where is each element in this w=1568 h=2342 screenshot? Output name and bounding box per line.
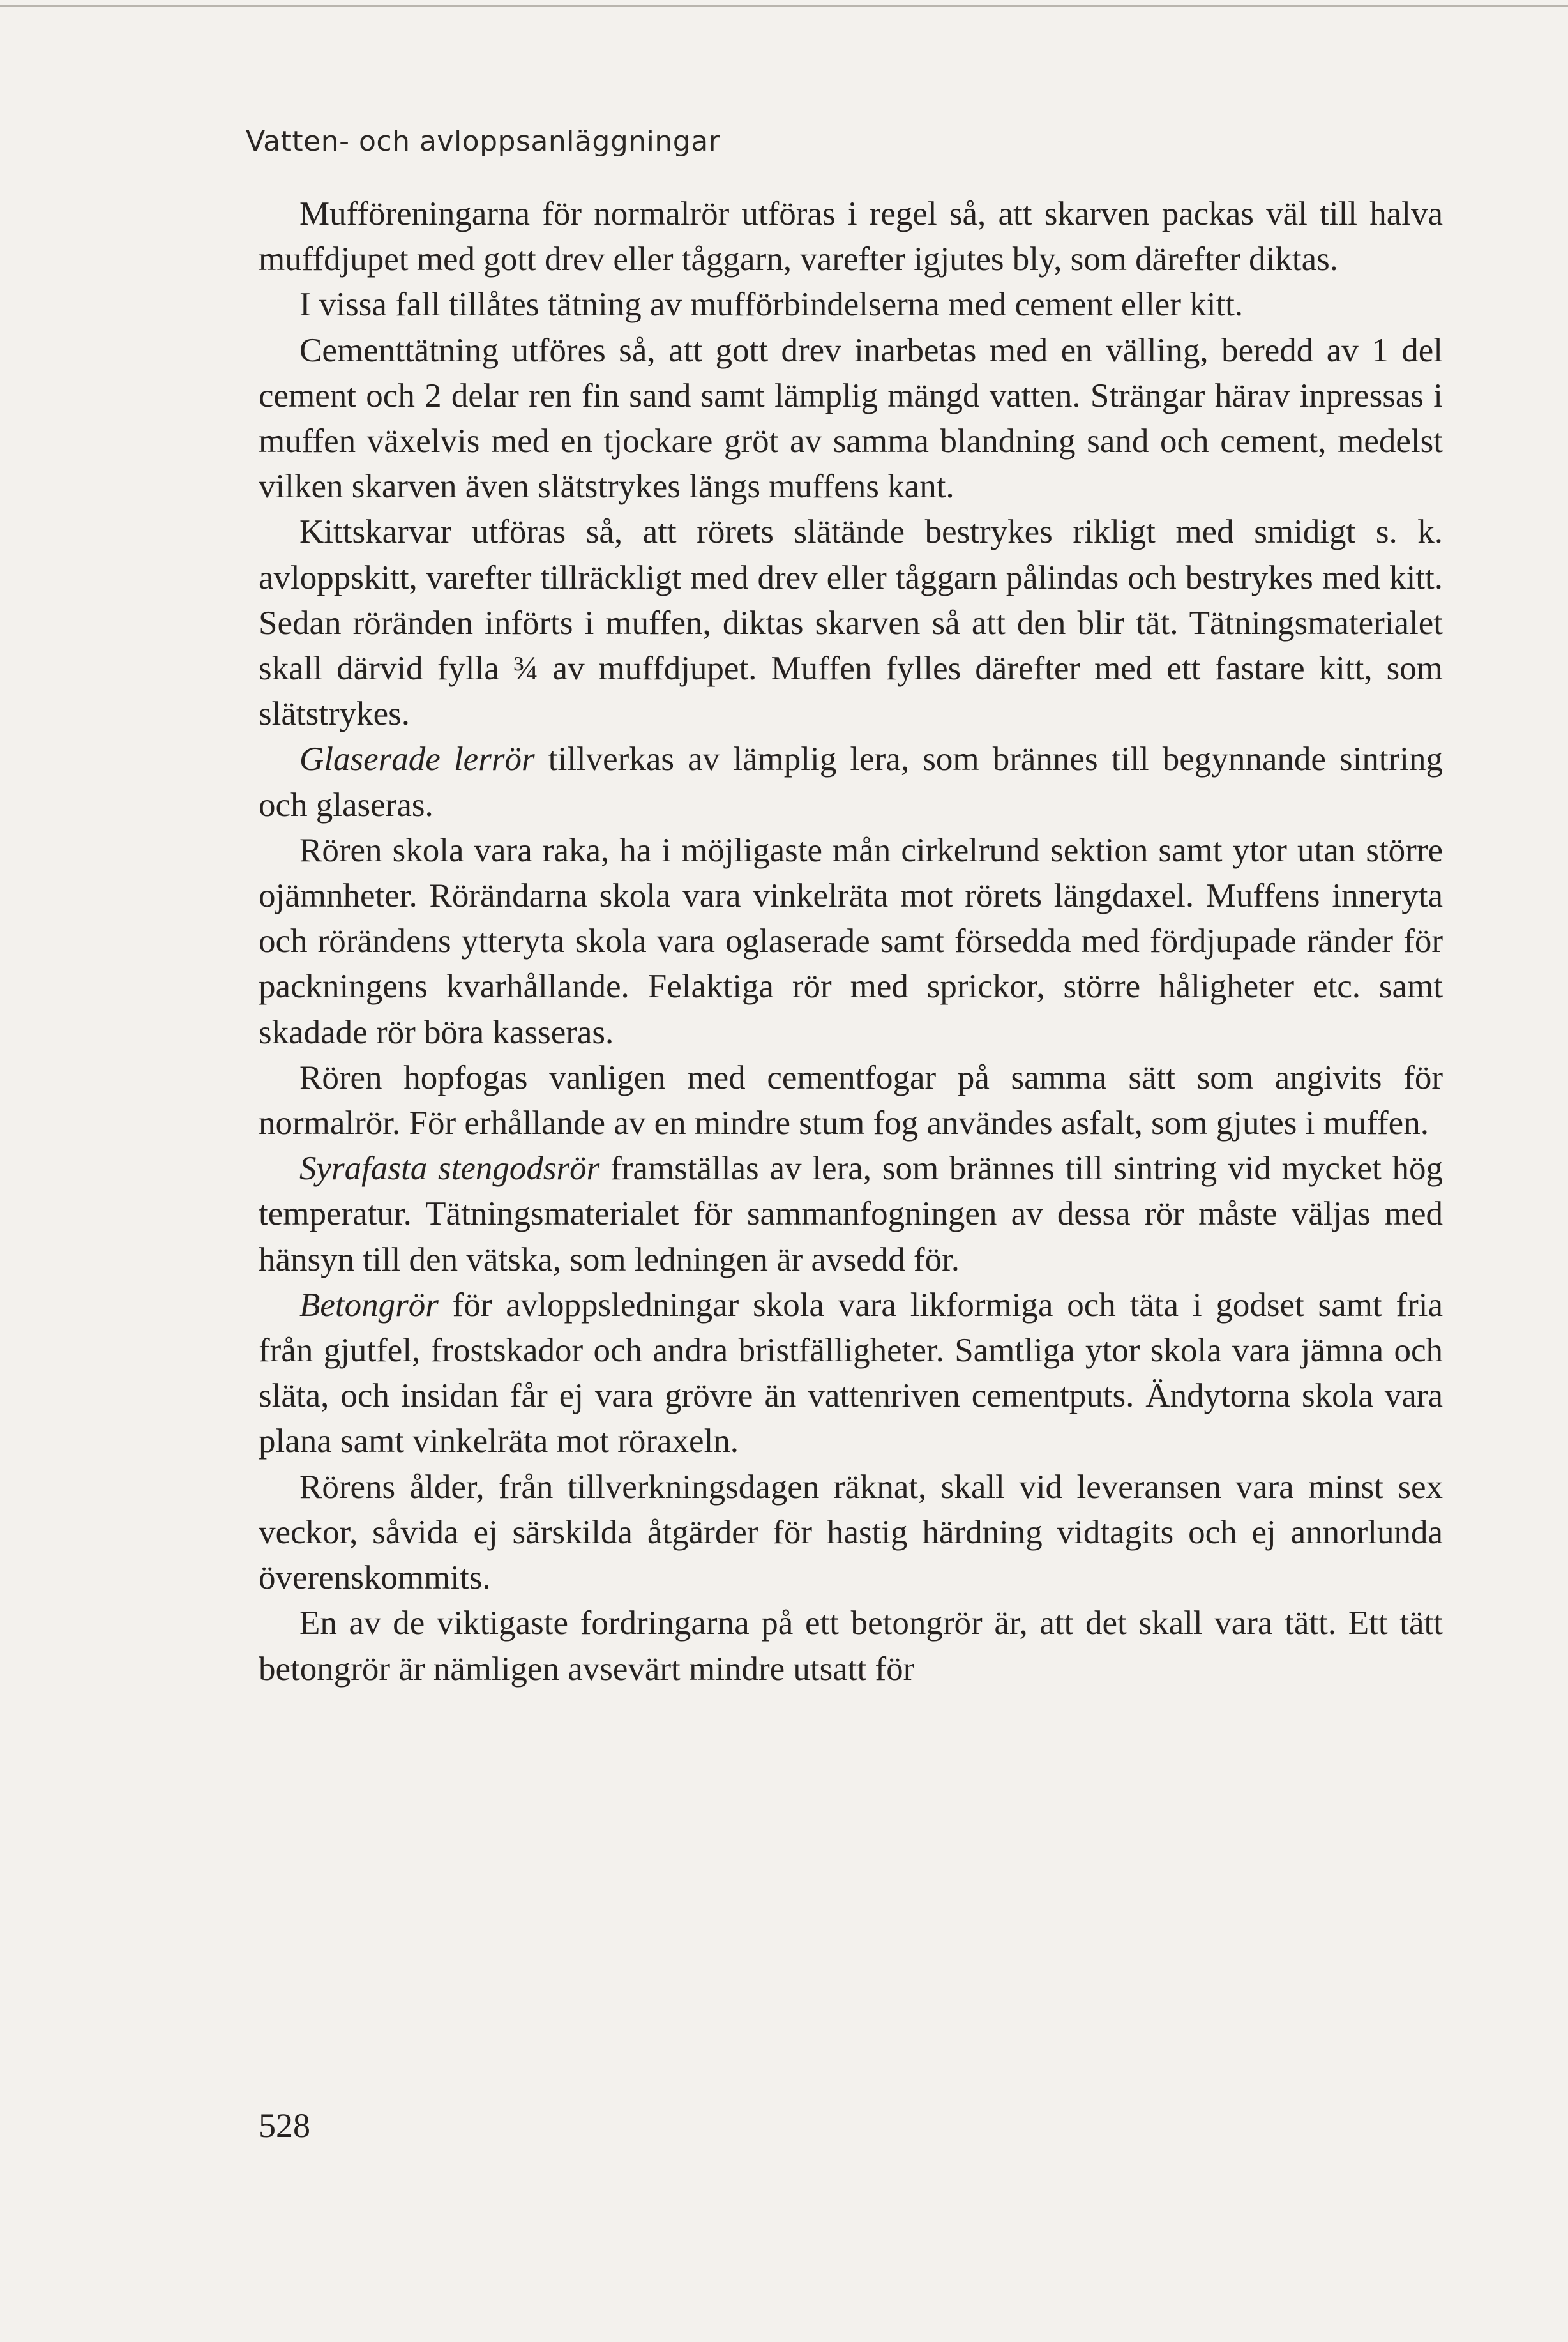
paragraph bbox=[259, 282, 1443, 328]
paragraph bbox=[259, 1146, 1443, 1283]
page-number: 528 bbox=[259, 2106, 310, 2145]
paragraph bbox=[259, 510, 1443, 737]
paragraph-text: I vissa fall tillåtes tätning av mufförbindelserna med cement eller kitt. bbox=[299, 286, 1244, 324]
paragraph bbox=[259, 328, 1443, 510]
paragraph-text: Rörens ålder, från tillverkningsdagen räknat, skall vid leveransen vara minst sex veckor, såvida ej särskilda åtgärder för hastig härdning vidtagits och ej annorlunda överenskommits. bbox=[259, 1468, 1443, 1597]
paragraph bbox=[259, 737, 1443, 827]
body-text bbox=[259, 192, 1443, 1692]
paragraph-text: tillverkas av lämplig lera, som brännes till begynnande sintring och glaseras. bbox=[259, 741, 1443, 824]
paragraph-text: En av de viktigaste fordringarna på ett betongrör är, att det skall vara tätt. Ett tätt betongrör är nämligen avsevärt mindre utsatt för bbox=[259, 1605, 1443, 1688]
paragraph-text: Mufföreningarna för normalrör utföras i regel så, att skarven packas väl till halva muffdjupet med gott drev eller tåggarn, varefter igjutes bly, som därefter diktas. bbox=[259, 195, 1443, 278]
running-header: Vatten- och avloppsanläggningar bbox=[246, 125, 721, 158]
paragraph bbox=[259, 828, 1443, 1055]
paragraph bbox=[259, 1055, 1443, 1146]
paragraph bbox=[259, 1465, 1443, 1601]
paragraph-text: Rören hopfogas vanligen med cementfogar på samma sätt som angivits för normalrör. För erhållande av en mindre stum fog användes asfalt, som gjutes i muffen. bbox=[259, 1059, 1443, 1142]
paragraph-text: Cementtätning utföres så, att gott drev inarbetas med en välling, beredd av 1 del cement och 2 delar ren fin sand samt lämplig mängd vatten. Strängar härav inpressas i muffen växelvis med en tjockare gröt av samma blandning sand och cement, medelst vilken skarven även slätstrykes längs muffens kant. bbox=[259, 331, 1443, 506]
paragraph-text: för avloppsledningar skola vara likformiga och täta i godset samt fria från gjutfel, frostskador och andra bristfälligheter. Samtliga ytor skola vara jämna och släta, och insidan får ej vara grövre än vattenriven cementputs. Ändytorna skola vara plana samt vinkelräta mot röraxeln. bbox=[259, 1286, 1443, 1460]
paragraph-term: Betongrör bbox=[299, 1286, 439, 1324]
paragraph bbox=[259, 1601, 1443, 1691]
paragraph-text: Rören skola vara raka, ha i möjligaste mån cirkelrund sektion samt ytor utan större ojämnheter. Rörändarna skola vara vinkelräta mot rörets längdaxel. Muffens inneryta och rörändens ytteryta skola vara oglaserade samt försedda med fördjupade ränder för packningens kvarhållande. Felaktiga rör med sprickor, större håligheter etc. samt skadade rör böra kasseras. bbox=[259, 831, 1443, 1051]
paragraph-text: framställas av lera, som brännes till sintring vid mycket hög temperatur. Tätningsmaterialet för sammanfogningen av dessa rör måste väljas med hänsyn till den vätska, som ledningen är avsedd för. bbox=[259, 1150, 1444, 1278]
paragraph-text: Kittskarvar utföras så, att rörets slätände bestrykes rikligt med smidigt s. k. avloppskitt, varefter tillräckligt med drev eller tåggarn pålindas och bestrykes med kitt. Sedan röränden införts i muffen, diktas skarven så att den blir tät. Tätningsmaterialet skall därvid fylla ¾ av muffdjupet. Muffen fylles därefter med ett fastare kitt, som slätstrykes. bbox=[259, 513, 1443, 733]
paragraph-term: Glaserade lerrör bbox=[299, 741, 535, 778]
paragraph bbox=[259, 192, 1443, 282]
top-edge-rule bbox=[0, 5, 1568, 7]
paragraph-term: Syrafasta stengodsrör bbox=[299, 1150, 600, 1188]
paragraph bbox=[259, 1283, 1443, 1465]
